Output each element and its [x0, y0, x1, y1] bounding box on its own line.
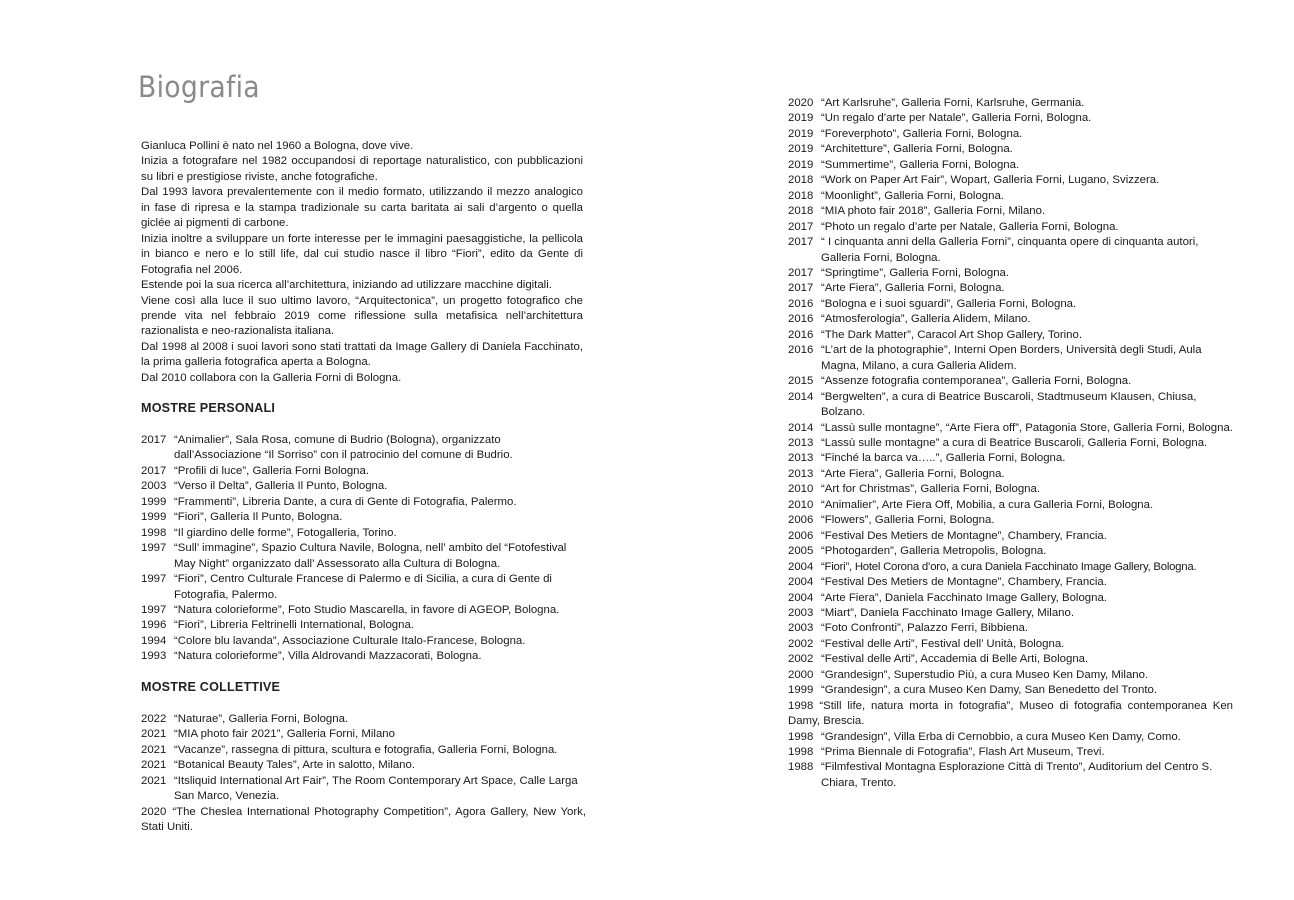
exhibition-item: [788, 591, 1233, 606]
exhibition-year: 2002: [788, 637, 814, 650]
exhibition-year: 2017: [788, 266, 814, 279]
exhibition-item: [788, 637, 1233, 652]
exhibition-year: 2013: [788, 436, 814, 449]
exhibition-year: 2017: [788, 236, 814, 249]
exhibition-text: “MIA photo fair 2018”, Galleria Forni, Milano.: [821, 205, 1046, 218]
exhibition-year: 2022: [141, 713, 167, 725]
exhibition-text: “Colore blu lavanda”, Associazione Culturale Italo-Francese, Bologna.: [174, 634, 526, 647]
bio-paragraph: Dal 1993 lavora prevalentemente con il medio formato, utilizzando il mezzo analogico in fase di ripresa e la stampa tradizionale su carta baritata ai sali d’argento o quella giclée ai pigmenti di carbone.: [141, 186, 583, 230]
exhibition-item: [788, 760, 1233, 791]
exhibition-item: [788, 498, 1233, 513]
exhibition-item: [788, 189, 1233, 204]
exhibition-item: [788, 668, 1233, 683]
exhibition-text: “L’art de la photographie”, Interni Open Borders, Università degli Studi, Aula Magna, Milano, a cura Galleria Alidem.: [821, 344, 1202, 372]
exhibition-item: [141, 758, 586, 773]
exhibition-item: [788, 421, 1233, 436]
exhibition-year: 2014: [788, 390, 814, 403]
exhibition-item: [141, 464, 589, 479]
exhibition-item: [788, 235, 1233, 266]
exhibition-item: [141, 649, 589, 664]
exhibition-text: “Vacanze”, rassegna di pittura, scultura e fotografia, Galleria Forni, Bologna.: [174, 743, 558, 756]
exhibition-text: “Prima Biennale di Fotografia”, Flash Art Museum, Trevi.: [821, 746, 1105, 759]
exhibition-item: [141, 495, 589, 510]
exhibition-year: 2021: [141, 759, 167, 772]
personal-exhibitions-heading: MOSTRE PERSONALI: [141, 401, 276, 415]
exhibition-year: 2003: [141, 480, 167, 493]
bio-paragraph: Dal 2010 collabora con la Galleria Forni di Bologna.: [141, 371, 402, 384]
exhibition-item: [788, 482, 1233, 497]
exhibition-text: “Lassù sulle montagne” a cura di Beatrice Buscaroli, Galleria Forni, Bologna.: [821, 436, 1208, 449]
exhibition-text: “Profili di luce”, Galleria Forni Bologna.: [174, 464, 369, 477]
exhibition-item: [788, 142, 1233, 157]
exhibition-text: “Summertime”, Galleria Forni, Bologna.: [821, 158, 1020, 171]
exhibition-year: 2017: [788, 220, 814, 233]
exhibition-item: [788, 560, 1233, 575]
exhibition-text: “Naturae”, Galleria Forni, Bologna.: [174, 713, 349, 725]
exhibition-item: [788, 204, 1233, 219]
exhibition-text: “Foreverphoto”, Galleria Forni, Bologna.: [821, 127, 1023, 140]
exhibition-year: 2017: [788, 282, 814, 295]
exhibition-year: 1998: [788, 730, 814, 743]
exhibition-item: [788, 312, 1233, 327]
exhibition-year: 1997: [141, 542, 167, 555]
exhibition-year: 2006: [788, 514, 814, 527]
exhibition-item: [788, 328, 1233, 343]
page-title: Biografia: [138, 70, 260, 104]
exhibition-year: 2010: [788, 483, 814, 496]
exhibition-item: [788, 96, 1233, 111]
exhibition-year: 2003: [788, 606, 814, 619]
exhibition-text: “Atmosferologia”, Galleria Alidem, Milano.: [821, 313, 1031, 326]
exhibition-item: [788, 158, 1233, 173]
exhibition-year: 2002: [788, 653, 814, 666]
exhibition-text: “Festival Des Metiers de Montagne”, Chambery, Francia.: [821, 576, 1107, 589]
exhibition-item: [788, 390, 1233, 421]
exhibition-year: 1998: [788, 699, 814, 712]
exhibition-item: [141, 774, 586, 805]
bio-paragraph: Dal 1998 al 2008 i suoi lavori sono stati trattati da Image Gallery di Daniela Facchinato, la prima galleria fotografica aperta a Bologna.: [141, 340, 583, 369]
exhibition-item: [141, 727, 586, 742]
exhibition-text: “Grandesign”, Villa Erba di Cernobbio, a cura Museo Ken Damy, Como.: [821, 730, 1181, 743]
exhibition-year: 2004: [788, 591, 814, 604]
exhibition-text: “Festival delle Arti”, Festival dell’ Unità, Bologna.: [821, 637, 1065, 650]
exhibition-text: “Work on Paper Art Fair”, Wopart, Galleria Forni, Lugano, Svizzera.: [821, 174, 1160, 187]
exhibition-text: “Il giardino delle forme”, Fotogalleria, Torino.: [174, 526, 397, 539]
exhibition-year: 2016: [788, 297, 814, 310]
exhibition-year: 1988: [788, 761, 814, 774]
exhibition-text: “Springtime”, Galleria Forni, Bologna.: [821, 266, 1010, 279]
exhibition-text: “Natura colorieforme”, Foto Studio Mascarella, in favore di AGEOP, Bologna.: [174, 603, 560, 616]
exhibition-text: “Filmfestival Montagna Esplorazione Città di Trento”, Auditorium del Centro S. Chiara, Trento.: [821, 761, 1213, 789]
exhibition-year: 2004: [788, 560, 814, 573]
exhibition-year: 2015: [788, 375, 814, 388]
exhibition-text: “Art for Christmas”, Galleria Forni, Bologna.: [821, 483, 1041, 496]
exhibition-item: [788, 281, 1233, 296]
exhibition-year: 2020: [141, 805, 167, 818]
exhibition-text: “Bologna e i suoi sguardi”, Galleria Forni, Bologna.: [821, 297, 1077, 310]
exhibition-year: 2013: [788, 467, 814, 480]
exhibition-item: [788, 451, 1233, 466]
exhibition-item: [788, 343, 1233, 374]
exhibition-year: 2016: [788, 313, 814, 326]
exhibition-text: “ I cinquanta anni della Galleria Forni”, cinquanta opere di cinquanta autori, Galleria Forni, Bologna.: [821, 236, 1199, 264]
exhibition-year: 2016: [788, 328, 814, 341]
exhibition-year: 1994: [141, 634, 167, 647]
exhibition-text: “Frammenti”, Libreria Dante, a cura di Gente di Fotografia, Palermo.: [174, 495, 517, 508]
exhibition-item: [788, 220, 1233, 235]
biography-text: [141, 139, 583, 386]
exhibition-item: [788, 652, 1233, 667]
exhibition-text: “Finché la barca va…..”, Galleria Forni, Bologna.: [821, 452, 1066, 465]
collective-exhibitions-heading: MOSTRE COLLETTIVE: [141, 680, 281, 694]
exhibition-year: 2014: [788, 421, 814, 434]
exhibition-year: 2018: [788, 205, 814, 218]
exhibition-year: 2017: [141, 464, 167, 477]
exhibition-text: “Flowers”, Galleria Forni, Bologna.: [821, 514, 995, 527]
exhibition-text: “Still life, natura morta in fotografia”, Museo di fotografia contemporanea Ken Damy, Brescia.: [788, 699, 1233, 728]
exhibition-item: [788, 730, 1233, 745]
exhibition-text: “Animalier”, Arte Fiera Off, Mobilia, a cura Galleria Forni, Bologna.: [821, 498, 1154, 511]
exhibition-year: 2010: [788, 498, 814, 511]
exhibition-text: “Itsliquid International Art Fair”, The Room Contemporary Art Space, Calle Larga San Marco, Venezia.: [174, 774, 578, 803]
exhibition-text: “The Dark Matter”, Caracol Art Shop Gallery, Torino.: [821, 328, 1083, 341]
exhibition-year: 2006: [788, 529, 814, 542]
exhibition-text: “Moonlight”, Galleria Forni, Bologna.: [821, 189, 1004, 202]
exhibition-year: 2018: [788, 189, 814, 202]
exhibition-item: [788, 467, 1233, 482]
exhibition-text: “Art Karlsruhe”, Galleria Forni, Karlsruhe, Germania.: [821, 97, 1085, 109]
exhibition-text: “Foto Confronti”, Palazzo Ferri, Bibbiena.: [821, 622, 1029, 635]
exhibition-year: 1996: [141, 619, 167, 632]
exhibition-text: “Architetture”, Galleria Forni, Bologna.: [821, 143, 1013, 156]
exhibition-year: 2005: [788, 545, 814, 558]
exhibition-year: 1993: [141, 650, 167, 663]
exhibition-item: [141, 510, 589, 525]
exhibition-item: [141, 805, 586, 836]
exhibition-text: “Photo un regalo d’arte per Natale, Galleria Forni, Bologna.: [821, 220, 1119, 233]
exhibition-item: [788, 436, 1233, 451]
bio-paragraph: Inizia inoltre a sviluppare un forte interesse per le immagini paesaggistiche, la pellicola in bianco e nero e lo still life, dal cui studio nasce il libro “Fiori”, edito da Gente di Fotografia nel 2006.: [141, 232, 583, 276]
exhibition-year: 2016: [788, 344, 814, 357]
exhibition-text: “Sull’ immagine”, Spazio Cultura Navile, Bologna, nell’ ambito del “Fotofestival May Night” organizzato dall’ Assessorato alla Cultura di Bologna.: [174, 542, 567, 570]
exhibition-text: “Arte Fiera”, Galleria Forni, Bologna.: [821, 282, 1005, 295]
exhibition-item: [788, 699, 1233, 730]
exhibition-year: 1998: [788, 746, 814, 759]
exhibition-item: [788, 683, 1233, 698]
exhibition-text: “Grandesign”, Superstudio Più, a cura Museo Ken Damy, Milano.: [821, 668, 1149, 681]
exhibition-item: [141, 479, 589, 494]
exhibition-text: “Fiori”, Galleria Il Punto, Bologna.: [174, 511, 343, 524]
exhibition-item: [788, 513, 1233, 528]
bio-paragraph: Viene così alla luce il suo ultimo lavoro, “Arquitectonica”, un progetto fotografico che prende vita nel febbraio 2019 come riflessione sulla metafisica nell’architettura razionalista e neo-razionalista italiana.: [141, 294, 583, 338]
exhibition-year: 1998: [141, 526, 167, 539]
exhibition-text: “MIA photo fair 2021”, Galleria Forni, Milano: [174, 728, 395, 741]
exhibition-text: “Arte Fiera”, Daniela Facchinato Image Gallery, Bologna.: [821, 591, 1107, 604]
exhibition-text: “Assenze fotografia contemporanea”, Galleria Forni, Bologna.: [821, 375, 1132, 388]
exhibition-text: “Festival Des Metiers de Montagne”, Chambery, Francia.: [821, 529, 1107, 542]
exhibition-year: 1999: [141, 511, 167, 524]
exhibition-item: [141, 618, 589, 633]
exhibition-item: [141, 603, 589, 618]
exhibition-text: “Natura colorieforme”, Villa Aldrovandi Mazzacorati, Bologna.: [174, 650, 482, 663]
exhibition-year: 2003: [788, 622, 814, 635]
exhibition-year: 2000: [788, 668, 814, 681]
collective-exhibitions-list-right: [788, 96, 1233, 791]
exhibition-year: 2019: [788, 127, 814, 140]
exhibition-item: [141, 433, 589, 464]
exhibition-item: [788, 621, 1233, 636]
exhibition-item: [788, 374, 1233, 389]
exhibition-item: [141, 743, 586, 758]
exhibition-item: [788, 544, 1233, 559]
exhibition-text: “Photogarden”, Galleria Metropolis, Bologna.: [821, 545, 1047, 558]
exhibition-text: “Miart”, Daniela Facchinato Image Gallery, Milano.: [821, 606, 1075, 619]
exhibition-year: 2019: [788, 112, 814, 125]
exhibition-text: “Fiori”, Libreria Feltrinelli International, Bologna.: [174, 619, 414, 632]
exhibition-text: “Arte Fiera”, Galleria Forni, Bologna.: [821, 467, 1005, 480]
bio-paragraph: Estende poi la sua ricerca all’architettura, iniziando ad utilizzare macchine digitali.: [141, 279, 552, 292]
exhibition-item: [141, 634, 589, 649]
exhibition-text: “Botanical Beauty Tales”, Arte in salotto, Milano.: [174, 759, 416, 772]
bio-paragraph: Inizia a fotografare nel 1982 occupandosi di reportage naturalistico, con pubblicazioni su libri e prestigiose riviste, anche fotografiche.: [141, 155, 583, 183]
exhibition-item: [788, 606, 1233, 621]
personal-exhibitions-list: [141, 433, 589, 665]
bio-paragraph: Gianluca Pollini è nato nel 1960 a Bologna, dove vive.: [141, 140, 414, 152]
exhibition-item: [788, 575, 1233, 590]
exhibition-text: “Bergwelten”, a cura di Beatrice Buscaroli, Stadtmuseum Klausen, Chiusa, Bolzano.: [821, 390, 1197, 419]
exhibition-text: “Grandesign”, a cura Museo Ken Damy, San Benedetto del Tronto.: [821, 684, 1157, 697]
exhibition-item: [788, 111, 1233, 126]
exhibition-item: [788, 173, 1233, 188]
exhibition-item: [141, 712, 586, 727]
exhibition-year: 2021: [141, 774, 167, 787]
exhibition-text: “Animalier”, Sala Rosa, comune di Budrio (Bologna), organizzato dall’Associazione “Il Sorriso” con il patrocinio del comune di Budrio.: [174, 434, 513, 462]
exhibition-year: 2020: [788, 97, 814, 109]
exhibition-text: “Un regalo d’arte per Natale”, Galleria Forni, Bologna.: [821, 112, 1092, 125]
exhibition-year: 2019: [788, 143, 814, 156]
exhibition-year: 1997: [141, 573, 167, 586]
exhibition-text: “Festival delle Arti”, Accademia di Belle Arti, Bologna.: [821, 653, 1089, 666]
exhibition-item: [141, 572, 589, 603]
exhibition-year: 1999: [141, 495, 167, 508]
exhibition-item: [141, 541, 589, 572]
exhibition-year: 2019: [788, 158, 814, 171]
exhibition-item: [788, 297, 1233, 312]
exhibition-item: [141, 526, 589, 541]
exhibition-item: [788, 127, 1233, 142]
exhibition-year: 2013: [788, 452, 814, 465]
exhibition-year: 2017: [141, 434, 167, 446]
exhibition-year: 2004: [788, 576, 814, 589]
exhibition-year: 1999: [788, 684, 814, 697]
exhibition-text: “Fiori”, Hotel Corona d’oro, a cura Daniela Facchinato Image Gallery, Bologna.: [821, 560, 1197, 573]
exhibition-year: 2018: [788, 174, 814, 187]
exhibition-text: “The Cheslea International Photography Competition”, Agora Gallery, New York, Stati Uniti.: [141, 805, 586, 834]
exhibition-year: 2021: [141, 743, 167, 756]
collective-exhibitions-list-left: [141, 712, 586, 836]
exhibition-text: “Verso il Delta”, Galleria Il Punto, Bologna.: [174, 480, 388, 493]
exhibition-year: 1997: [141, 603, 167, 616]
exhibition-item: [788, 745, 1233, 760]
exhibition-item: [788, 266, 1233, 281]
exhibition-text: “Lassù sulle montagne”, “Arte Fiera off”, Patagonia Store, Galleria Forni, Bologna.: [821, 421, 1233, 434]
exhibition-year: 2021: [141, 728, 167, 741]
exhibition-text: “Fiori”, Centro Culturale Francese di Palermo e di Sicilia, a cura di Gente di Fotografia, Palermo.: [174, 573, 552, 601]
exhibition-item: [788, 529, 1233, 544]
